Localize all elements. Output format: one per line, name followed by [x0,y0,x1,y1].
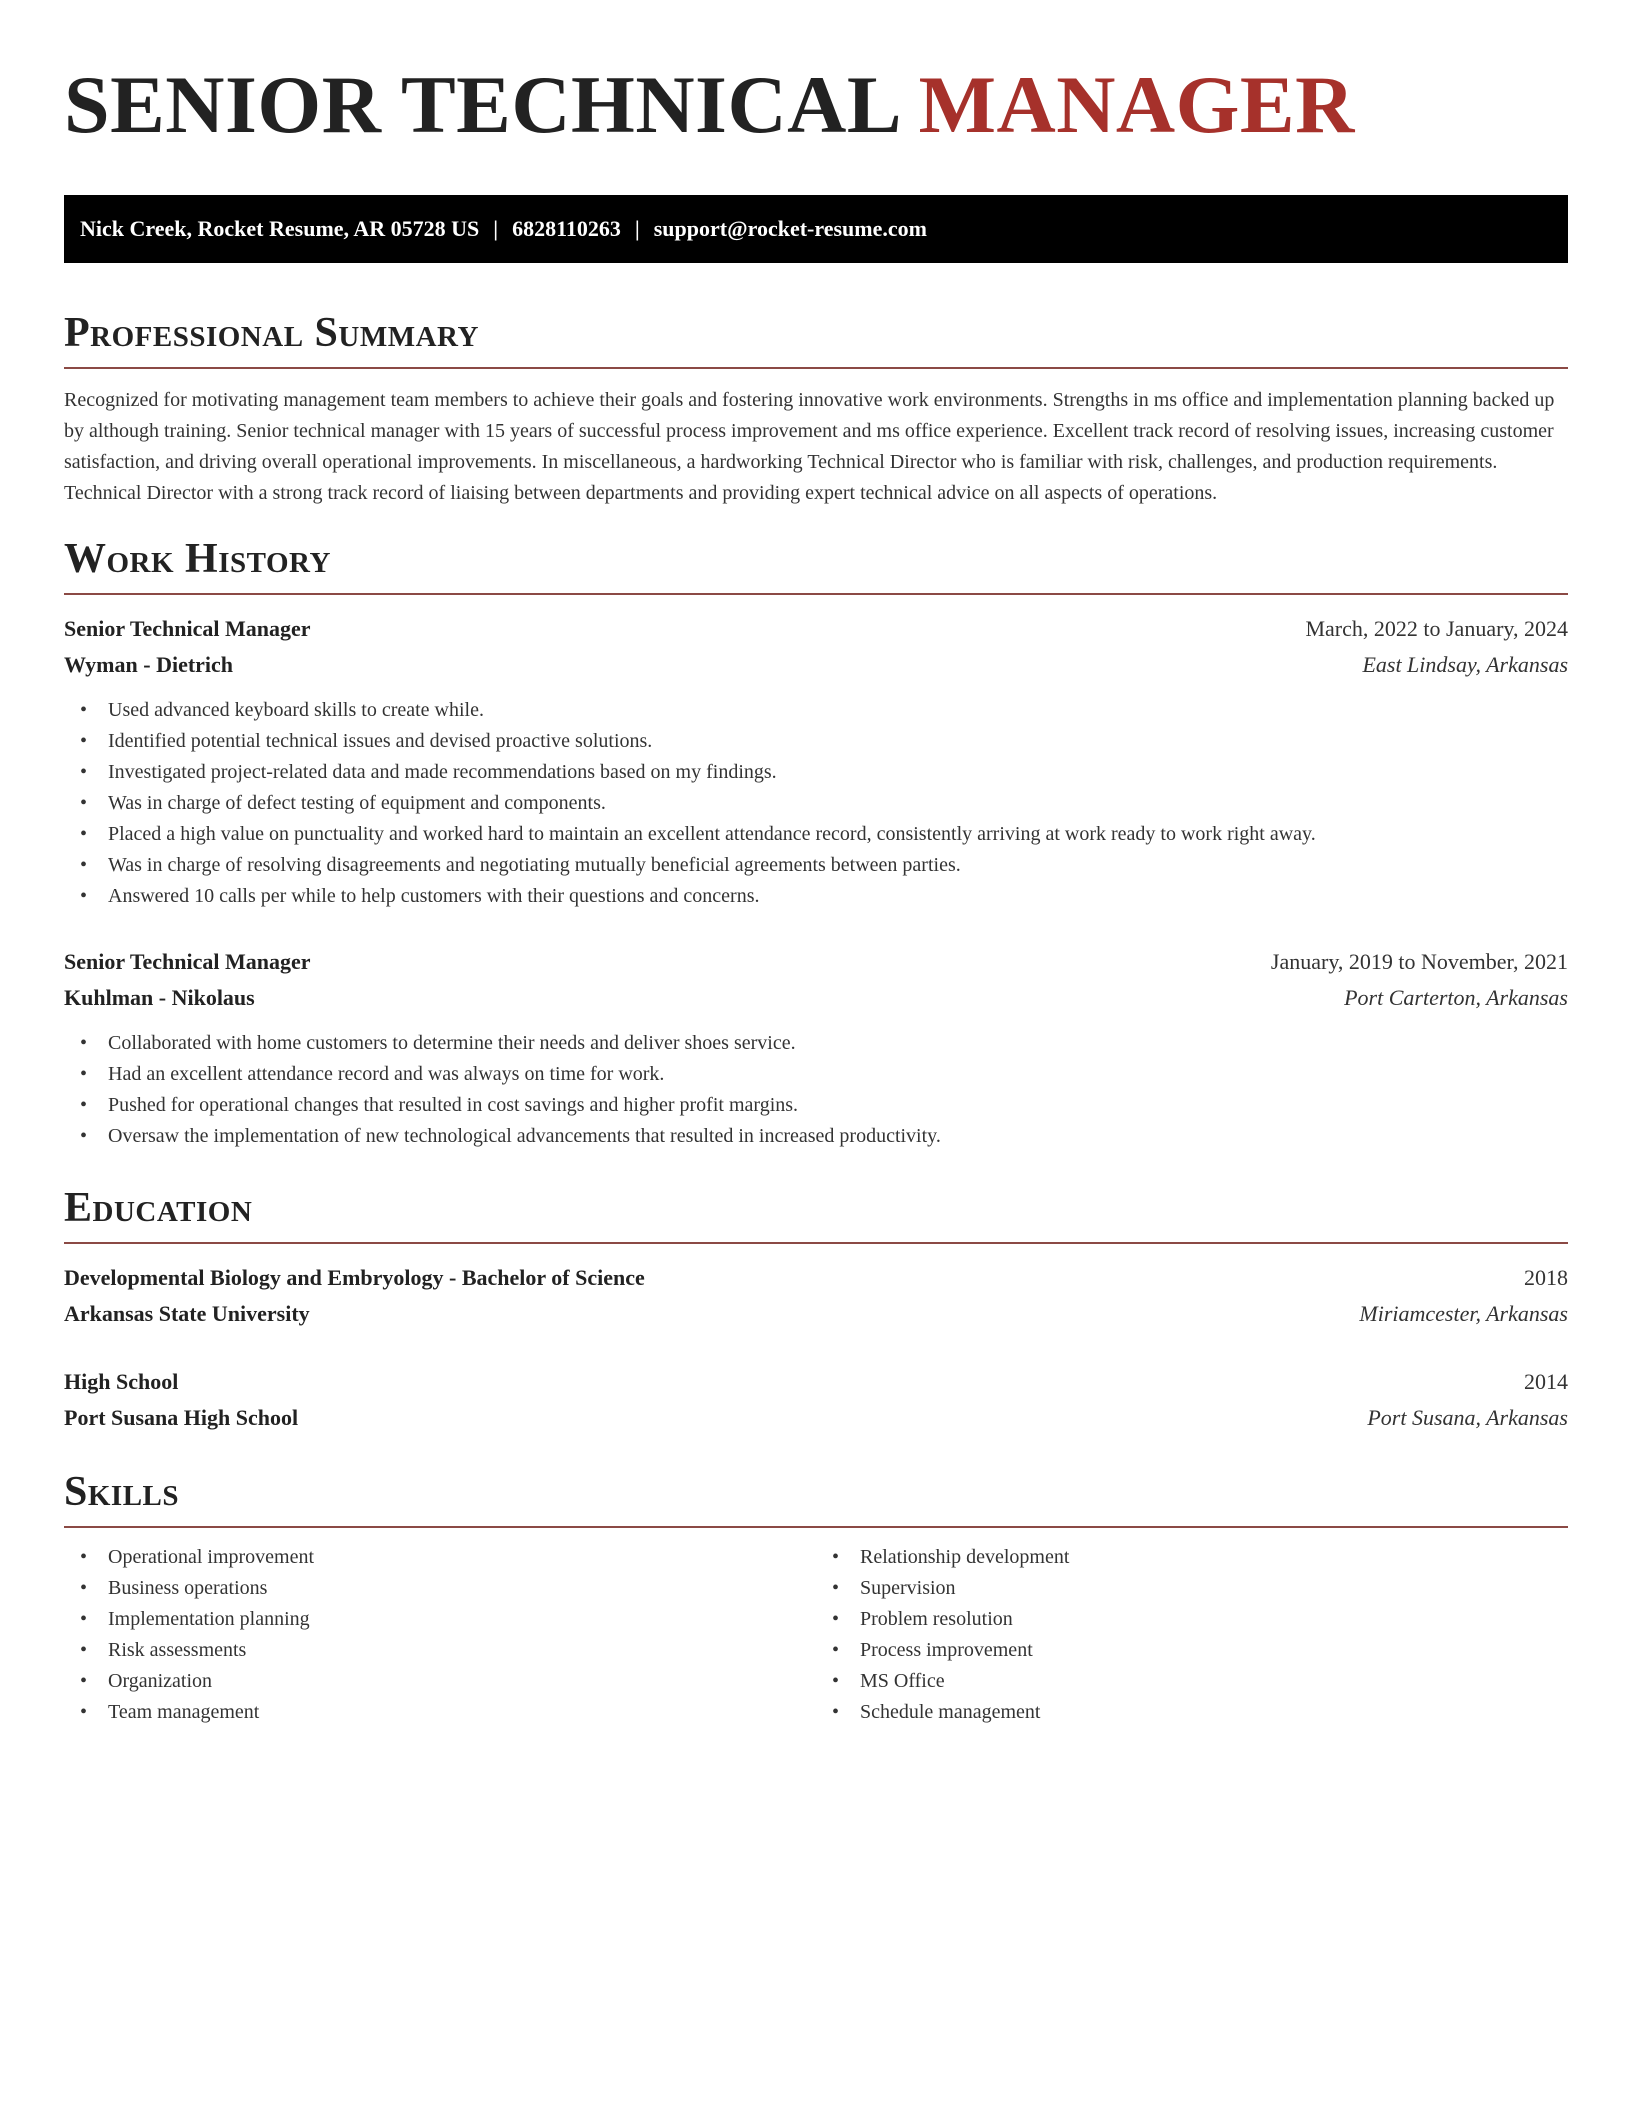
summary-text: Recognized for motivating management team members to achieve their goals and fostering innovative work environments. Strengths in ms office and implementation planning backed up by although training. Senior technical manager with 15 years of successful process improvement and ms office experience. Excellent track record of resolving issues, increasing customer satisfaction, and driving overall operational improvements. In miscellaneous, a hardworking Technical Director who is familiar with risk, challenges, and production requirements. Technical Director with a strong track record of liaising between departments and providing expert technical advice on all aspects of operations. [64,389,1555,504]
skill-item: • Problem resolution [816,1604,1568,1635]
list-item: • Pushed for operational changes that resulted in cost savings and higher profit margins. [64,1090,1568,1121]
skills-heading: Skills [64,1464,1568,1528]
education-degree: Developmental Biology and Embryology - Bachelor of Science [64,1265,645,1290]
bullet-icon: • [80,730,88,752]
education-degree-row [64,1260,1568,1296]
education-school: Arkansas State University [64,1301,310,1326]
bullet-icon: • [80,1546,88,1568]
job-header-row [64,611,1568,647]
bullet-icon: • [80,1639,88,1661]
job-title: Senior Technical Manager [64,949,311,974]
skill-item: • Schedule management [816,1697,1568,1728]
list-item: • Oversaw the implementation of new technological advancements that resulted in increased productivity. [64,1121,1568,1152]
bullet-icon: • [80,1577,88,1599]
bullet-icon: • [80,1125,88,1147]
summary-heading: Professional Summary [64,305,1568,369]
skills-column-right [816,1542,1568,1728]
list-item: • Answered 10 calls per while to help customers with their questions and concerns. [64,881,1568,912]
education-location: Miriamcester, Arkansas [1359,1301,1568,1326]
contact-separator: | [493,216,499,241]
list-item: • Was in charge of resolving disagreements and negotiating mutually beneficial agreements between parties. [64,850,1568,881]
list-item: • Had an excellent attendance record and was always on time for work. [64,1059,1568,1090]
bullet-icon: • [80,761,88,783]
education-year: 2018 [1524,1265,1568,1290]
bullet-icon: • [832,1608,840,1630]
bullet-icon: • [832,1670,840,1692]
education-degree: High School [64,1369,179,1394]
contact-bar [64,195,1568,263]
resume-title [64,55,1568,155]
bullet-icon: • [80,885,88,907]
bullet-icon: • [80,1608,88,1630]
education-school: Port Susana High School [64,1405,299,1430]
job-company: Wyman - Dietrich [64,652,234,677]
education-year: 2014 [1524,1369,1568,1394]
job-location: Port Carterton, Arkansas [1344,985,1568,1010]
education-location: Port Susana, Arkansas [1367,1405,1568,1430]
contact-separator: | [634,216,640,241]
bullet-icon: • [80,792,88,814]
contact-phone[interactable]: 6828110263 [512,216,621,241]
skill-item: • Operational improvement [64,1542,816,1573]
list-item: • Placed a high value on punctuality and worked hard to maintain an excellent attendance record, consistently arriving at work ready to work right away. [64,819,1568,850]
education-section [64,1180,1568,1436]
job-bullets [64,1028,1568,1152]
bullet-icon: • [80,854,88,876]
bullet-icon: • [832,1639,840,1661]
bullet-icon: • [80,1670,88,1692]
bullet-icon: • [832,1577,840,1599]
job-company-row [64,647,1568,683]
skills-list [64,1542,816,1728]
list-item: • Investigated project-related data and made recommendations based on my findings. [64,757,1568,788]
bullet-icon: • [80,1032,88,1054]
skills-list [816,1542,1568,1728]
work-history-heading: Work History [64,531,1568,595]
bullet-icon: • [80,823,88,845]
list-item: • Collaborated with home customers to determine their needs and deliver shoes service. [64,1028,1568,1059]
list-item: • Used advanced keyboard skills to create while. [64,695,1568,726]
job-entry [64,944,1568,1152]
job-bullets [64,695,1568,912]
education-entry [64,1364,1568,1436]
work-history-section [64,531,1568,1152]
bullet-icon: • [832,1701,840,1723]
education-degree-row [64,1364,1568,1400]
title-main: SENIOR TECHNICAL [64,59,898,150]
skills-section [64,1464,1568,1728]
contact-email[interactable]: support@rocket-resume.com [653,216,927,241]
title-accent: MANAGER [918,59,1355,150]
bullet-icon: • [80,1094,88,1116]
skill-item: • Team management [64,1697,816,1728]
skill-item: • Implementation planning [64,1604,816,1635]
bullet-icon: • [832,1546,840,1568]
job-company-row [64,980,1568,1016]
contact-address: Nick Creek, Rocket Resume, AR 05728 US [80,216,480,241]
skill-item: • Supervision [816,1573,1568,1604]
list-item: • Was in charge of defect testing of equipment and components. [64,788,1568,819]
job-title: Senior Technical Manager [64,616,311,641]
skill-item: • Organization [64,1666,816,1697]
education-school-row [64,1400,1568,1436]
education-entry [64,1260,1568,1332]
bullet-icon: • [80,1701,88,1723]
education-heading: Education [64,1180,1568,1244]
job-header-row [64,944,1568,980]
skill-item: • Risk assessments [64,1635,816,1666]
job-entry [64,611,1568,912]
job-dates: January, 2019 to November, 2021 [1270,949,1568,974]
list-item: • Identified potential technical issues and devised proactive solutions. [64,726,1568,757]
education-school-row [64,1296,1568,1332]
skill-item: • Business operations [64,1573,816,1604]
job-company: Kuhlman - Nikolaus [64,985,255,1010]
bullet-icon: • [80,699,88,721]
skills-column-left [64,1542,816,1728]
skill-item: • MS Office [816,1666,1568,1697]
skill-item: • Relationship development [816,1542,1568,1573]
skill-item: • Process improvement [816,1635,1568,1666]
summary-section [64,305,1568,509]
job-location: East Lindsay, Arkansas [1362,652,1568,677]
bullet-icon: • [80,1063,88,1085]
skills-grid [64,1542,1568,1728]
job-dates: March, 2022 to January, 2024 [1305,616,1568,641]
